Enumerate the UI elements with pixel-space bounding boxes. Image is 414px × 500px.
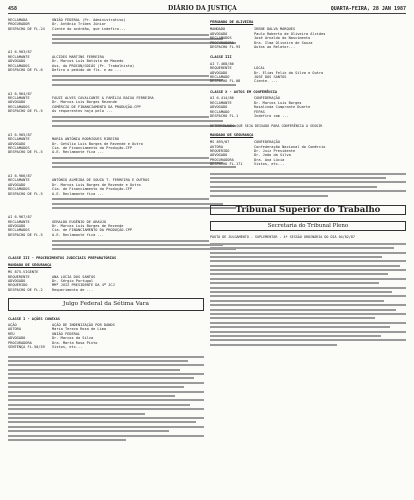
case-row bbox=[8, 27, 204, 31]
text-line bbox=[52, 203, 223, 205]
classe-i-label: PROCURADORA bbox=[8, 340, 32, 345]
case-value: Dr. Marcos Luís Borges de Rezende bbox=[52, 224, 124, 229]
case-value: A.E. Reclamante fica ... bbox=[52, 150, 104, 155]
case-value: UNIÃO FEDERAL (Pr. Administrativo) bbox=[52, 18, 126, 22]
classe-i-value: AÇÃO DE INDENIZAÇÃO POR DANOS bbox=[52, 323, 115, 328]
case-label: DESPACHO DE FL.24 bbox=[8, 26, 45, 31]
right-classe2-heading: CLASSE X - AUTOS EM CONFERÊNCIA bbox=[210, 89, 278, 94]
case-label: ADVOGADO bbox=[8, 100, 26, 105]
right-classe2-value: CONFEDERAÇÃO bbox=[254, 96, 280, 101]
classe-i-entry bbox=[8, 323, 204, 349]
text-line bbox=[52, 34, 209, 36]
right-classe-value: JOSÉ DOS SANTOS bbox=[254, 75, 287, 80]
right-mandado-value: Confederação Nacional do Comércio bbox=[254, 144, 326, 149]
case-label: AI 6.965/87 bbox=[8, 132, 32, 137]
case-value: Dr. Marcos Luís Borges de Rezende e Outro bbox=[52, 182, 141, 187]
text-line bbox=[52, 166, 236, 168]
text-line bbox=[52, 207, 236, 209]
case-label: RECLAMANTE bbox=[8, 178, 30, 183]
mandado-label: DESPACHO DE FL.2 bbox=[8, 287, 43, 292]
right-classe2-entry bbox=[210, 96, 406, 118]
classe-i-value: Dr. Marcos da Silva bbox=[52, 336, 94, 341]
mandado-value: Dr. Sérgio Portugal bbox=[52, 279, 94, 284]
classe-i-value: Vistos, etc... bbox=[52, 345, 83, 350]
case-label: RECLAMANTE bbox=[8, 219, 30, 224]
case-value: MARIA ANTÔNIA RODRIGUES RIBEIRO bbox=[52, 137, 120, 142]
text-line bbox=[52, 84, 236, 86]
case-value: Ass. do PROCON/GOIÁS (Pr. Trabalhista) bbox=[52, 63, 135, 68]
mandado-value: Requerimento de ... bbox=[52, 287, 94, 292]
classe-i-label: AÇÃO bbox=[8, 323, 17, 328]
case-row bbox=[8, 109, 204, 113]
case-label: RECLAMADA bbox=[8, 18, 28, 22]
right-top-label: MANDADO bbox=[210, 27, 226, 32]
right-top-value: Paulo Roberto de Oliveira Alcides bbox=[254, 31, 326, 36]
right-mandado-label: AUTORA bbox=[210, 144, 223, 149]
right-classe-heading: CLASSE III bbox=[210, 55, 232, 60]
case-entry bbox=[8, 133, 204, 168]
case-value: Cia. de Financiamento da Produção-CFP bbox=[52, 146, 133, 151]
case-entry bbox=[8, 174, 204, 209]
case-row bbox=[8, 150, 204, 154]
classe-i-label: AUTORA bbox=[8, 327, 21, 332]
right-mandado-row bbox=[210, 162, 406, 166]
case-label: ADVOGADO bbox=[8, 182, 26, 187]
right-classe-entry bbox=[210, 62, 406, 84]
case-value: Dr. Antônio Tribes Júnior bbox=[52, 22, 107, 27]
case-value: Ciente do acórdão, que indefiro... bbox=[52, 26, 126, 31]
case-value: Dr. Marcos Luís Borges Rezende bbox=[52, 100, 117, 105]
right-classe-label: RECLAMADO bbox=[210, 75, 230, 80]
left-classe-heading: CLASSE III - PROCEDIMENTOS JUDICIAIS PREPARATÓRIOS bbox=[8, 256, 117, 261]
left-body-text bbox=[8, 356, 204, 441]
case-value: Defiro o pedido de fls. e ao ... bbox=[52, 68, 122, 73]
case-label: AI 6.964/87 bbox=[8, 91, 32, 96]
case-label: ADVOGADO bbox=[8, 224, 26, 229]
text-line bbox=[52, 157, 209, 159]
right-classe2-label: AI 6.414/86 bbox=[210, 96, 234, 101]
right-mandado-title: MANDADO DE SEGURANÇA bbox=[210, 132, 254, 137]
case-label: RECLAMANTE bbox=[8, 137, 30, 142]
right-mandado-value: CONFEDERAÇÃO bbox=[254, 140, 280, 145]
classe-i-heading: CLASSE I - AÇÕES CONEXAS bbox=[8, 316, 60, 321]
right-classe2-label: ADVOGADO bbox=[210, 105, 228, 110]
right-mandado-value: Dr. Juiz Presidente bbox=[254, 148, 296, 153]
classe-i-value: Dra. Marta Rosa Pinto bbox=[52, 340, 98, 345]
text-line bbox=[52, 120, 223, 122]
right-classe2-value: Dr. Marcos Luís Borges bbox=[254, 100, 302, 105]
case-value: GERALDO EUGÊNIO DE ARAÚJO bbox=[52, 219, 107, 224]
mandado-label: REQUERENTE bbox=[8, 274, 30, 279]
right-top-label: ADVOGADO bbox=[210, 31, 228, 36]
tst-heading-box: Tribunal Superior do Trabalho bbox=[210, 205, 406, 215]
text-line bbox=[52, 244, 223, 246]
right-mandado-label: PROCURADORA bbox=[210, 157, 234, 162]
case-entry bbox=[8, 50, 204, 85]
text-line bbox=[52, 198, 209, 200]
case-value: Cia. de FINANCIAMENTO DA PRODUÇÃO-CPP bbox=[52, 228, 133, 233]
right-top-entry bbox=[210, 27, 406, 49]
journal-title: DIÁRIO DA JUSTIÇA bbox=[168, 5, 237, 12]
right-classe-value: LOCAL bbox=[254, 66, 265, 71]
left-mandado-entry bbox=[8, 270, 204, 292]
right-classe2-row bbox=[210, 114, 406, 118]
vara-heading-box: Julgo Federal da Sétima Vara bbox=[8, 298, 204, 310]
text-line bbox=[52, 42, 236, 44]
mandado-value: ANA LÚCIA DOS SANTOS bbox=[52, 274, 96, 279]
text-line bbox=[52, 79, 223, 81]
page-header bbox=[8, 4, 406, 14]
right-body-text-1 bbox=[210, 173, 406, 197]
case-row bbox=[8, 68, 204, 72]
case-label: AI 6.963/87 bbox=[8, 50, 32, 55]
case-label: RECLAMADOS bbox=[8, 187, 30, 192]
case-value: Dr. Marcos Luís Batista de Macedo bbox=[52, 59, 124, 64]
text-line bbox=[52, 240, 209, 242]
text-line bbox=[52, 116, 209, 118]
right-mandado-value: Dra. Ana Lúcia bbox=[254, 157, 285, 162]
right-classe-value: Ciente. ... bbox=[254, 79, 278, 84]
case-label: DESPACHO DE FL.6 bbox=[8, 68, 43, 73]
right-top-label: RECLAMADOS bbox=[210, 36, 232, 41]
case-label: AI 6.967/87 bbox=[8, 215, 32, 220]
case-value: As requerentes haja pela ... bbox=[52, 109, 113, 114]
case-value: Cia. de Financiamento da Produção-CFP bbox=[52, 187, 133, 192]
right-top-label: PROCURADORA bbox=[210, 40, 234, 45]
case-value: FAUZI ALVES CAVALCANTE & FAMÍLIA BAIXA FERREIRA bbox=[52, 96, 154, 100]
right-classe2-label: DESPACHO FL.1 bbox=[210, 113, 239, 118]
right-top-value: José Arnaldo do Nascimento bbox=[254, 36, 311, 41]
case-row bbox=[8, 192, 204, 196]
right-mandado-entry bbox=[210, 140, 406, 166]
case-value: ALCIDES MARTINS FERREIRA bbox=[52, 54, 104, 59]
right-classe2-label: RECLAMADO bbox=[210, 109, 230, 114]
right-classe-label: DESPACHO FL.08 bbox=[210, 79, 241, 84]
case-label: DESPACHO DE FL.5 bbox=[8, 232, 43, 237]
case-value: COMÉRCIO DE FINANCIAMENTO DA PRODUÇÃO-CPP bbox=[52, 104, 141, 109]
case-label: DESPACHO DE FL.5 bbox=[8, 191, 43, 196]
right-classe-row bbox=[210, 79, 406, 83]
text-line bbox=[52, 248, 236, 250]
right-top-title: FERNANDO DE OLIVEIRA bbox=[210, 20, 254, 24]
case-value: A.E. Reclamante fica ... bbox=[52, 232, 104, 237]
right-mandado-label: REQUERIDO bbox=[210, 148, 230, 153]
case-label: RECLAMANTE bbox=[8, 54, 30, 59]
right-classe2-value: Rosalinda Cumprante Duarte bbox=[254, 105, 311, 110]
classe-i-label: RÉU bbox=[8, 331, 15, 336]
case-label: AI 6.966/87 bbox=[8, 174, 32, 178]
case-label: PROCURADOR bbox=[8, 22, 30, 27]
right-classe-value: Dr. Elias Felix da Silva e Outro bbox=[254, 70, 324, 75]
classe-i-value: UNIÃO FEDERAL bbox=[52, 331, 81, 336]
case-label: RECLAMADOS bbox=[8, 228, 30, 233]
case-label: RECLAMADOS bbox=[8, 63, 30, 68]
mandado-row bbox=[8, 288, 204, 292]
mandado-value: MMº JUIZ PRESIDENTE DA 4ª JCJ bbox=[52, 283, 115, 288]
case-entry bbox=[8, 92, 204, 127]
case-label: RECLAMANTE bbox=[8, 96, 30, 100]
right-top-label: DESPACHO FL.93 bbox=[210, 45, 241, 50]
right-mandado-value: Dr. João da Silva bbox=[254, 153, 291, 158]
left-column bbox=[8, 18, 204, 443]
tst-intro: PAUTA DE JULGAMENTO - SUPLEMENTAR - 4ª SESSÃO ORDINÁRIA DO DIA 04/02/87 bbox=[210, 235, 355, 240]
right-mandado-label: DESPACHO FL.171 bbox=[210, 162, 243, 167]
right-classe-label: AI 7.468/86 bbox=[210, 61, 234, 66]
right-body-text-2 bbox=[210, 243, 406, 346]
right-mandado-value: Vistos, etc... bbox=[254, 162, 285, 167]
case-label: DESPACHO DE FL.5 bbox=[8, 109, 43, 114]
case-label: ADVOGADO bbox=[8, 59, 26, 64]
case-value: Dr. Getúlio Luís Borges de Rezende e Outro bbox=[52, 141, 143, 146]
case-label: RECLAMADOS bbox=[8, 146, 30, 151]
right-classe-label: REQUERENTE bbox=[210, 66, 232, 71]
case-entry bbox=[8, 18, 204, 44]
classe-i-label: ADVOGADO bbox=[8, 336, 26, 341]
right-classe2-value: Indefiro com ... bbox=[254, 113, 289, 118]
right-note: DETERMINANDO QUE SEJA DEIXADO PARA CONFERÊNCIA A SEGUIR bbox=[210, 124, 323, 129]
right-top-value: Autos ao Relator... bbox=[254, 45, 296, 50]
issue-date: QUARTA-FEIRA, 28 JAN 1987 bbox=[330, 6, 406, 12]
left-mandado-title: MANDADO DE SEGURANÇA bbox=[8, 262, 52, 267]
right-classe2-value: FEPAS bbox=[254, 109, 265, 114]
right-top-value: Dra. Ilma Oliveira de Souza bbox=[254, 40, 313, 45]
right-classe2-label: RECLAMANTE bbox=[210, 100, 232, 105]
case-label: RECLAMADOS bbox=[8, 104, 30, 109]
mandado-label: REQUERIDO bbox=[8, 283, 28, 288]
case-label: ADVOGADO bbox=[8, 141, 26, 146]
classe-i-label: SENTENÇA FL.50/59 bbox=[8, 345, 45, 350]
case-row bbox=[8, 233, 204, 237]
mandado-label: ADVOGADO bbox=[8, 279, 26, 284]
case-value: A.E. Reclamante fica ... bbox=[52, 191, 104, 196]
right-mandado-label: MS 895/87 bbox=[210, 140, 230, 145]
right-column bbox=[210, 18, 406, 348]
right-top-row bbox=[210, 45, 406, 49]
case-label: DESPACHO DE FL.5 bbox=[8, 150, 43, 155]
left-case-list bbox=[8, 18, 204, 250]
right-mandado-label: ADVOGADO bbox=[210, 153, 228, 158]
page-number: 458 bbox=[8, 6, 18, 12]
mandado-label: MS 875-VIGENTE bbox=[8, 270, 39, 275]
text-line bbox=[52, 162, 223, 164]
case-entry bbox=[8, 215, 204, 250]
text-line bbox=[52, 125, 236, 127]
text-line bbox=[52, 75, 209, 77]
text-line bbox=[52, 38, 223, 40]
case-value: ANTÔNIO ALMEIDA DE SOUZA T. FERREIRA E OUTROS bbox=[52, 178, 150, 183]
classe-i-row bbox=[8, 345, 204, 349]
right-classe-label: ADVOGADO bbox=[210, 70, 228, 75]
secretaria-heading-box: Secretaria do Tribunal Pleno bbox=[210, 221, 406, 231]
classe-i-value: Maria Tereza Rosa de Lima bbox=[52, 327, 107, 332]
right-top-value: IRENE DALVA MARQUES bbox=[254, 27, 296, 32]
